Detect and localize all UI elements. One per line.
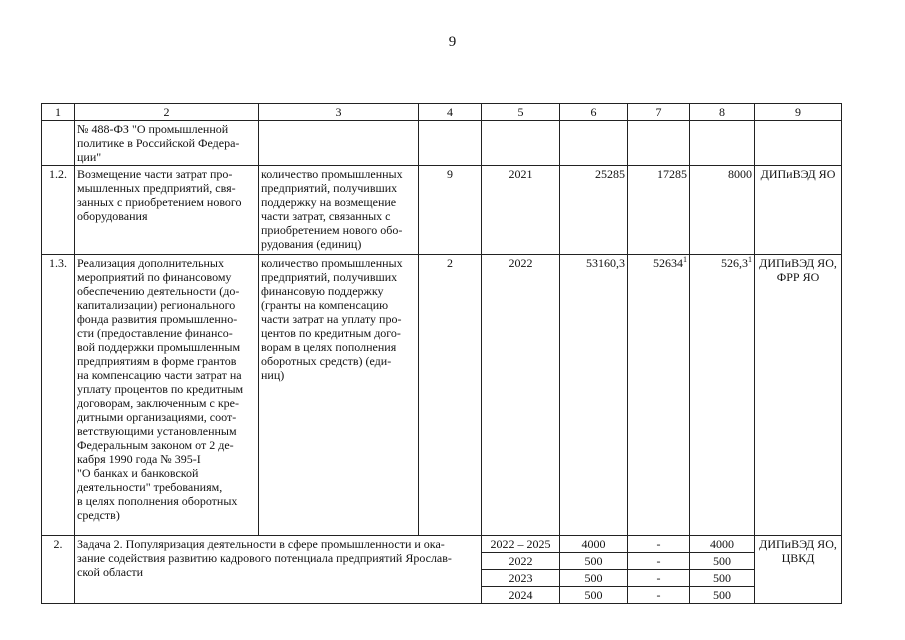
funding-col8: 4000 [690, 536, 755, 553]
funding-col8: 8000 [690, 166, 755, 255]
col-header: 3 [259, 104, 419, 121]
cell-empty [755, 121, 842, 166]
executor: ДИПиВЭД ЯО, ЦВКД [755, 536, 842, 604]
funding-total: 500 [560, 570, 628, 587]
item-year: 2024 [482, 587, 560, 604]
law-reference-cell: № 488-ФЗ "О промышленной политике в Российской Федера- ции" [75, 121, 259, 166]
col-header: 7 [628, 104, 690, 121]
cell-empty [690, 121, 755, 166]
funding-value: 526,3 [721, 256, 748, 270]
cell-empty [259, 121, 419, 166]
executor: ДИПиВЭД ЯО [755, 166, 842, 255]
footnote-mark: 1 [683, 255, 687, 264]
page-number: 9 [448, 34, 457, 50]
cell-empty [628, 121, 690, 166]
col-header: 9 [755, 104, 842, 121]
indicator-value: 2 [419, 255, 482, 536]
funding-col7 [628, 255, 690, 536]
funding-col7: - [628, 536, 690, 553]
funding-col8: 500 [690, 553, 755, 570]
funding-col7: - [628, 587, 690, 604]
program-table [41, 103, 842, 604]
funding-value: 52634 [653, 256, 683, 270]
item-name: Возмещение части затрат про- мышленных предприятий, свя- занных с приобретением нового оборудования [75, 166, 259, 255]
executor: ДИПиВЭД ЯО, ФРР ЯО [755, 255, 842, 536]
cell-empty [42, 121, 75, 166]
col-header: 2 [75, 104, 259, 121]
task-name: Задача 2. Популяризация деятельности в сфере промышленности и ока- зание содействия развитию кадрового потенциала предприятий Ярослав- ской области [75, 536, 482, 604]
funding-col7: 17285 [628, 166, 690, 255]
item-indicator: количество промышленных предприятий, получивших финансовую поддержку (гранты на компенсацию части затрат на уплату про- центов по кредитным дого- ворам в целях пополнения оборотных средств) (еди- ниц) [259, 255, 419, 536]
item-year: 2021 [482, 166, 560, 255]
funding-total: 25285 [560, 166, 628, 255]
item-year: 2023 [482, 570, 560, 587]
col-header: 4 [419, 104, 482, 121]
col-header: 8 [690, 104, 755, 121]
item-number: 2. [42, 536, 75, 604]
funding-col8: 500 [690, 587, 755, 604]
item-year: 2022 [482, 553, 560, 570]
table-row [42, 255, 842, 536]
cell-empty [560, 121, 628, 166]
funding-total: 4000 [560, 536, 628, 553]
col-header: 5 [482, 104, 560, 121]
table-row [42, 166, 842, 255]
funding-total: 500 [560, 553, 628, 570]
funding-col7: - [628, 553, 690, 570]
item-year: 2022 [482, 255, 560, 536]
col-header: 6 [560, 104, 628, 121]
funding-col8 [690, 255, 755, 536]
item-name: Реализация дополнительных мероприятий по финансовому обеспечению деятельности (до- капитализации) регионального фонда развития промышленно- сти (предоставление финансо- вой поддержки промышленным предприятиям в форме грантов на компенсацию части затрат на уплату процентов по кредитным договорам, заключенным с кре- дитными организациями, соот- ветствующими установленным Федеральным законом от 2 де- кабря 1990 года № 395-I "О банках и банковской деятельности" требованиям, в целях пополнения оборотных средств) [75, 255, 259, 536]
footnote-mark: 1 [748, 255, 752, 264]
item-number: 1.2. [42, 166, 75, 255]
funding-total: 500 [560, 587, 628, 604]
funding-col8: 500 [690, 570, 755, 587]
column-numbers-row [42, 104, 842, 121]
col-header: 1 [42, 104, 75, 121]
funding-col7: - [628, 570, 690, 587]
item-indicator: количество промышленных предприятий, получивших поддержку на возмещение части затрат, связанных с приобретением нового обо- рудования (единиц) [259, 166, 419, 255]
funding-total: 53160,3 [560, 255, 628, 536]
item-number: 1.3. [42, 255, 75, 536]
continuation-row [42, 121, 842, 166]
item-year: 2022 – 2025 [482, 536, 560, 553]
indicator-value: 9 [419, 166, 482, 255]
cell-empty [482, 121, 560, 166]
task-row [42, 536, 842, 553]
cell-empty [419, 121, 482, 166]
